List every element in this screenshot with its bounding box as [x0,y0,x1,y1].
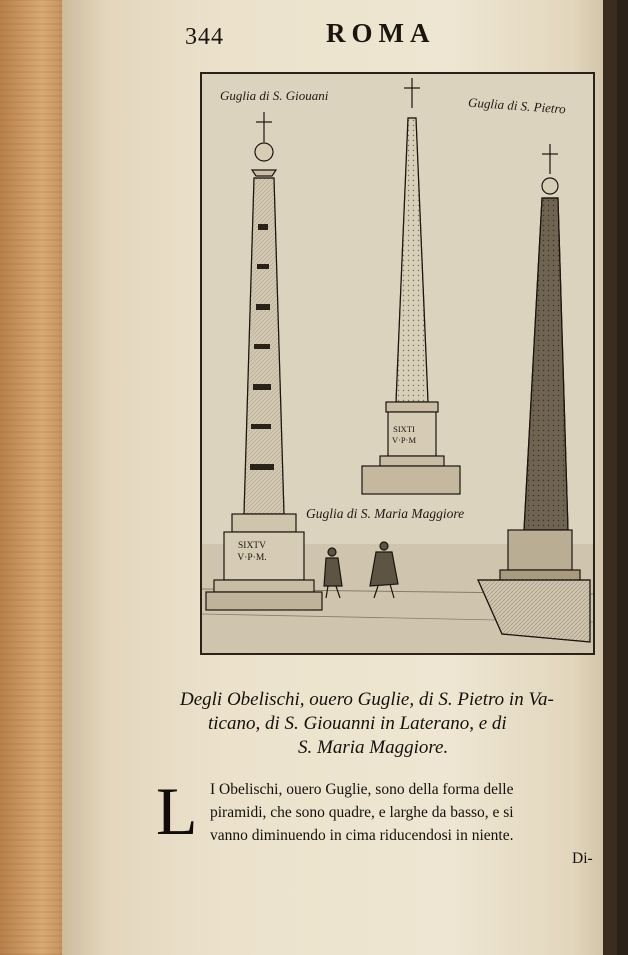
page-number: 344 [185,24,224,50]
engraving-figure [200,72,595,655]
body-line: vanno diminuendo in cima riducendosi in niente. [210,827,514,844]
inscription-line: V·P·M [391,435,417,445]
inscription-line: V·P·M. [237,553,267,563]
catchword: Di- [572,850,593,867]
inscription-line: SIXTI [393,424,415,434]
label-guglia-giovanni: Guglia di S. Giouani [220,88,329,103]
running-title: ROMA [326,18,436,48]
caption-line: S. Maria Maggiore. [298,737,449,758]
inscription-pietro [389,424,419,446]
label-guglia-pietro: Guglia di S. Pietro [467,94,567,117]
label-guglia-maria: Guglia di S. Maria Maggiore [306,506,465,521]
caption-line: ticano, di S. Giouanni in Laterano, e di [208,713,507,734]
body-line: I Obelischi, ouero Guglie, sono della forma delle [210,781,514,798]
drop-cap: L [156,773,198,849]
inscription-giovanni [226,540,278,564]
inscription-line: SIXTV [238,541,266,551]
book-binding [0,0,70,955]
figure-caption [180,688,592,760]
obelisk-giovanni [206,112,322,610]
caption-line: Degli Obelischi, ouero Guglie, di S. Pietro in Va- [180,689,554,710]
page-edge [603,0,617,955]
body-line: piramidi, che sono quadre, e larghe da basso, e si [210,804,514,821]
body-paragraph [210,778,605,870]
obelisks-engraving [202,74,593,653]
